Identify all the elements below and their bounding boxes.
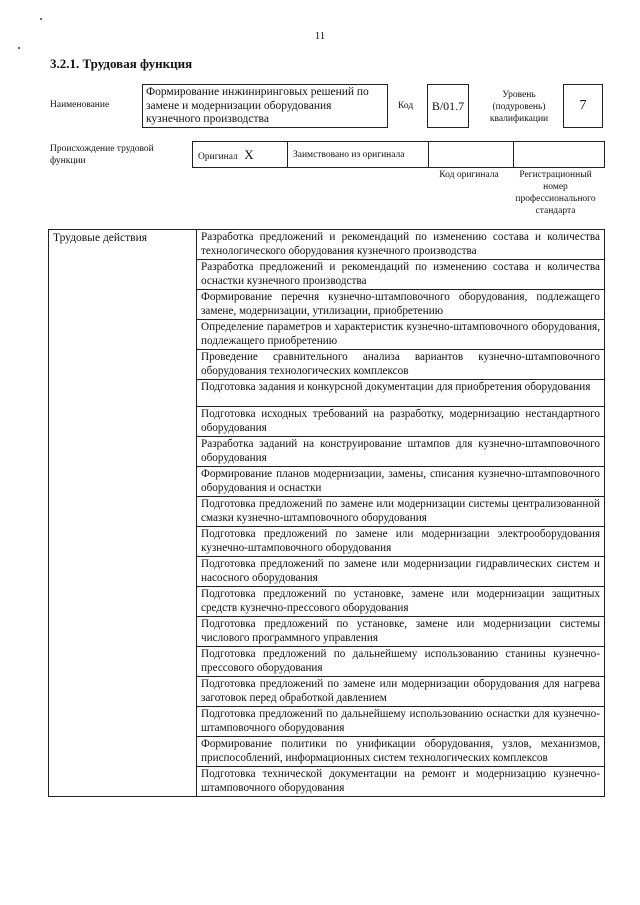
labor-action-item: Разработка предложений и рекомендаций по изменению состава и количества технологического оборудования кузнечного производства [197, 230, 605, 260]
labor-action-item: Подготовка предложений по дальнейшему использованию оснастки для кузнечно-штамповочного оборудования [197, 707, 605, 737]
origin-table [192, 141, 605, 168]
labor-actions-table [48, 229, 605, 797]
original-label: Оригинал [198, 151, 238, 162]
labor-action-item: Определение параметров и характеристик кузнечно-штамповочного оборудования, подлежащего приобретению [197, 320, 605, 350]
labor-action-item: Формирование перечня кузнечно-штамповочного оборудования, подлежащего замене, модернизации, утилизации, приобретению [197, 290, 605, 320]
origin-label: Происхождение трудовой функции [50, 144, 154, 166]
page-number: 11 [314, 30, 326, 42]
labor-action-item: Проведение сравнительного анализа вариантов кузнечно-штамповочного оборудования технологических комплексов [197, 350, 605, 380]
labor-action-item: Подготовка предложений по замене или модернизации оборудования для нагрева заготовок перед обработкой давлением [197, 677, 605, 707]
labor-action-item: Формирование политики по унификации оборудования, узлов, механизмов, приспособлений, информационных систем технологических комплексов [197, 737, 605, 767]
borrowed-cell [288, 142, 429, 168]
scan-speck [18, 47, 20, 49]
labor-action-item: Формирование планов модернизации, замены, списания кузнечно-штамповочного оборудования и оснастки [197, 467, 605, 497]
labor-action-item: Подготовка предложений по установке, замене или модернизации защитных средств кузнечно-прессового оборудования [197, 587, 605, 617]
labor-action-item: Подготовка исходных требований на разработку, модернизацию нестандартного оборудования [197, 407, 605, 437]
section-title: 3.2.1. Трудовая функция [50, 56, 193, 71]
labor-action-item: Подготовка предложений по дальнейшему использованию станины кузнечно-прессового оборудования [197, 647, 605, 677]
original-mark: X [244, 146, 254, 162]
scan-speck [40, 18, 42, 20]
labor-actions-body [49, 230, 605, 797]
labor-action-item: Подготовка предложений по замене или модернизации электрооборудования кузнечно-штамповочного оборудования [197, 527, 605, 557]
labor-action-item: Подготовка предложений по замене или модернизации гидравлических систем и насосного оборудования [197, 557, 605, 587]
qualification-level-label: Уровень (подуровень) квалификации [489, 90, 549, 124]
name-label: Наименование [50, 100, 110, 110]
labor-action-item: Подготовка предложений по установке, замене или модернизации системы числового программного управления [197, 617, 605, 647]
table-row [49, 230, 605, 260]
labor-action-item: Разработка предложений и рекомендаций по изменению состава и количества оснастки кузнечного производства [197, 260, 605, 290]
function-code-value: В/01.7 [427, 84, 469, 128]
labor-action-item: Разработка заданий на конструирование штампов для кузнечно-штамповочного оборудования [197, 437, 605, 467]
reg-number-cell [514, 142, 605, 168]
labor-action-item: Подготовка технической документации на ремонт и модернизацию кузнечно-штамповочного оборудования [197, 767, 605, 797]
qualification-level-value: 7 [563, 84, 603, 128]
labor-actions-label: Трудовые действия [49, 230, 197, 797]
labor-action-item: Подготовка задания и конкурсной документации для приобретения оборудования [197, 380, 605, 407]
borrowed-label: Заимствовано из оригинала [293, 149, 405, 160]
code-original-cell [429, 142, 514, 168]
reg-number-caption: Регистрационный номер профессионального стандарта [515, 170, 596, 216]
labor-action-item: Подготовка предложений по замене или модернизации системы централизованной смазки кузнечно-штамповочного оборудования [197, 497, 605, 527]
original-cell [193, 142, 288, 168]
code-label: Код [398, 101, 414, 111]
function-name-value: Формирование инжиниринговых решений по замене и модернизации оборудования кузнечного производства [142, 84, 388, 128]
code-original-caption: Код оригинала [439, 170, 499, 180]
